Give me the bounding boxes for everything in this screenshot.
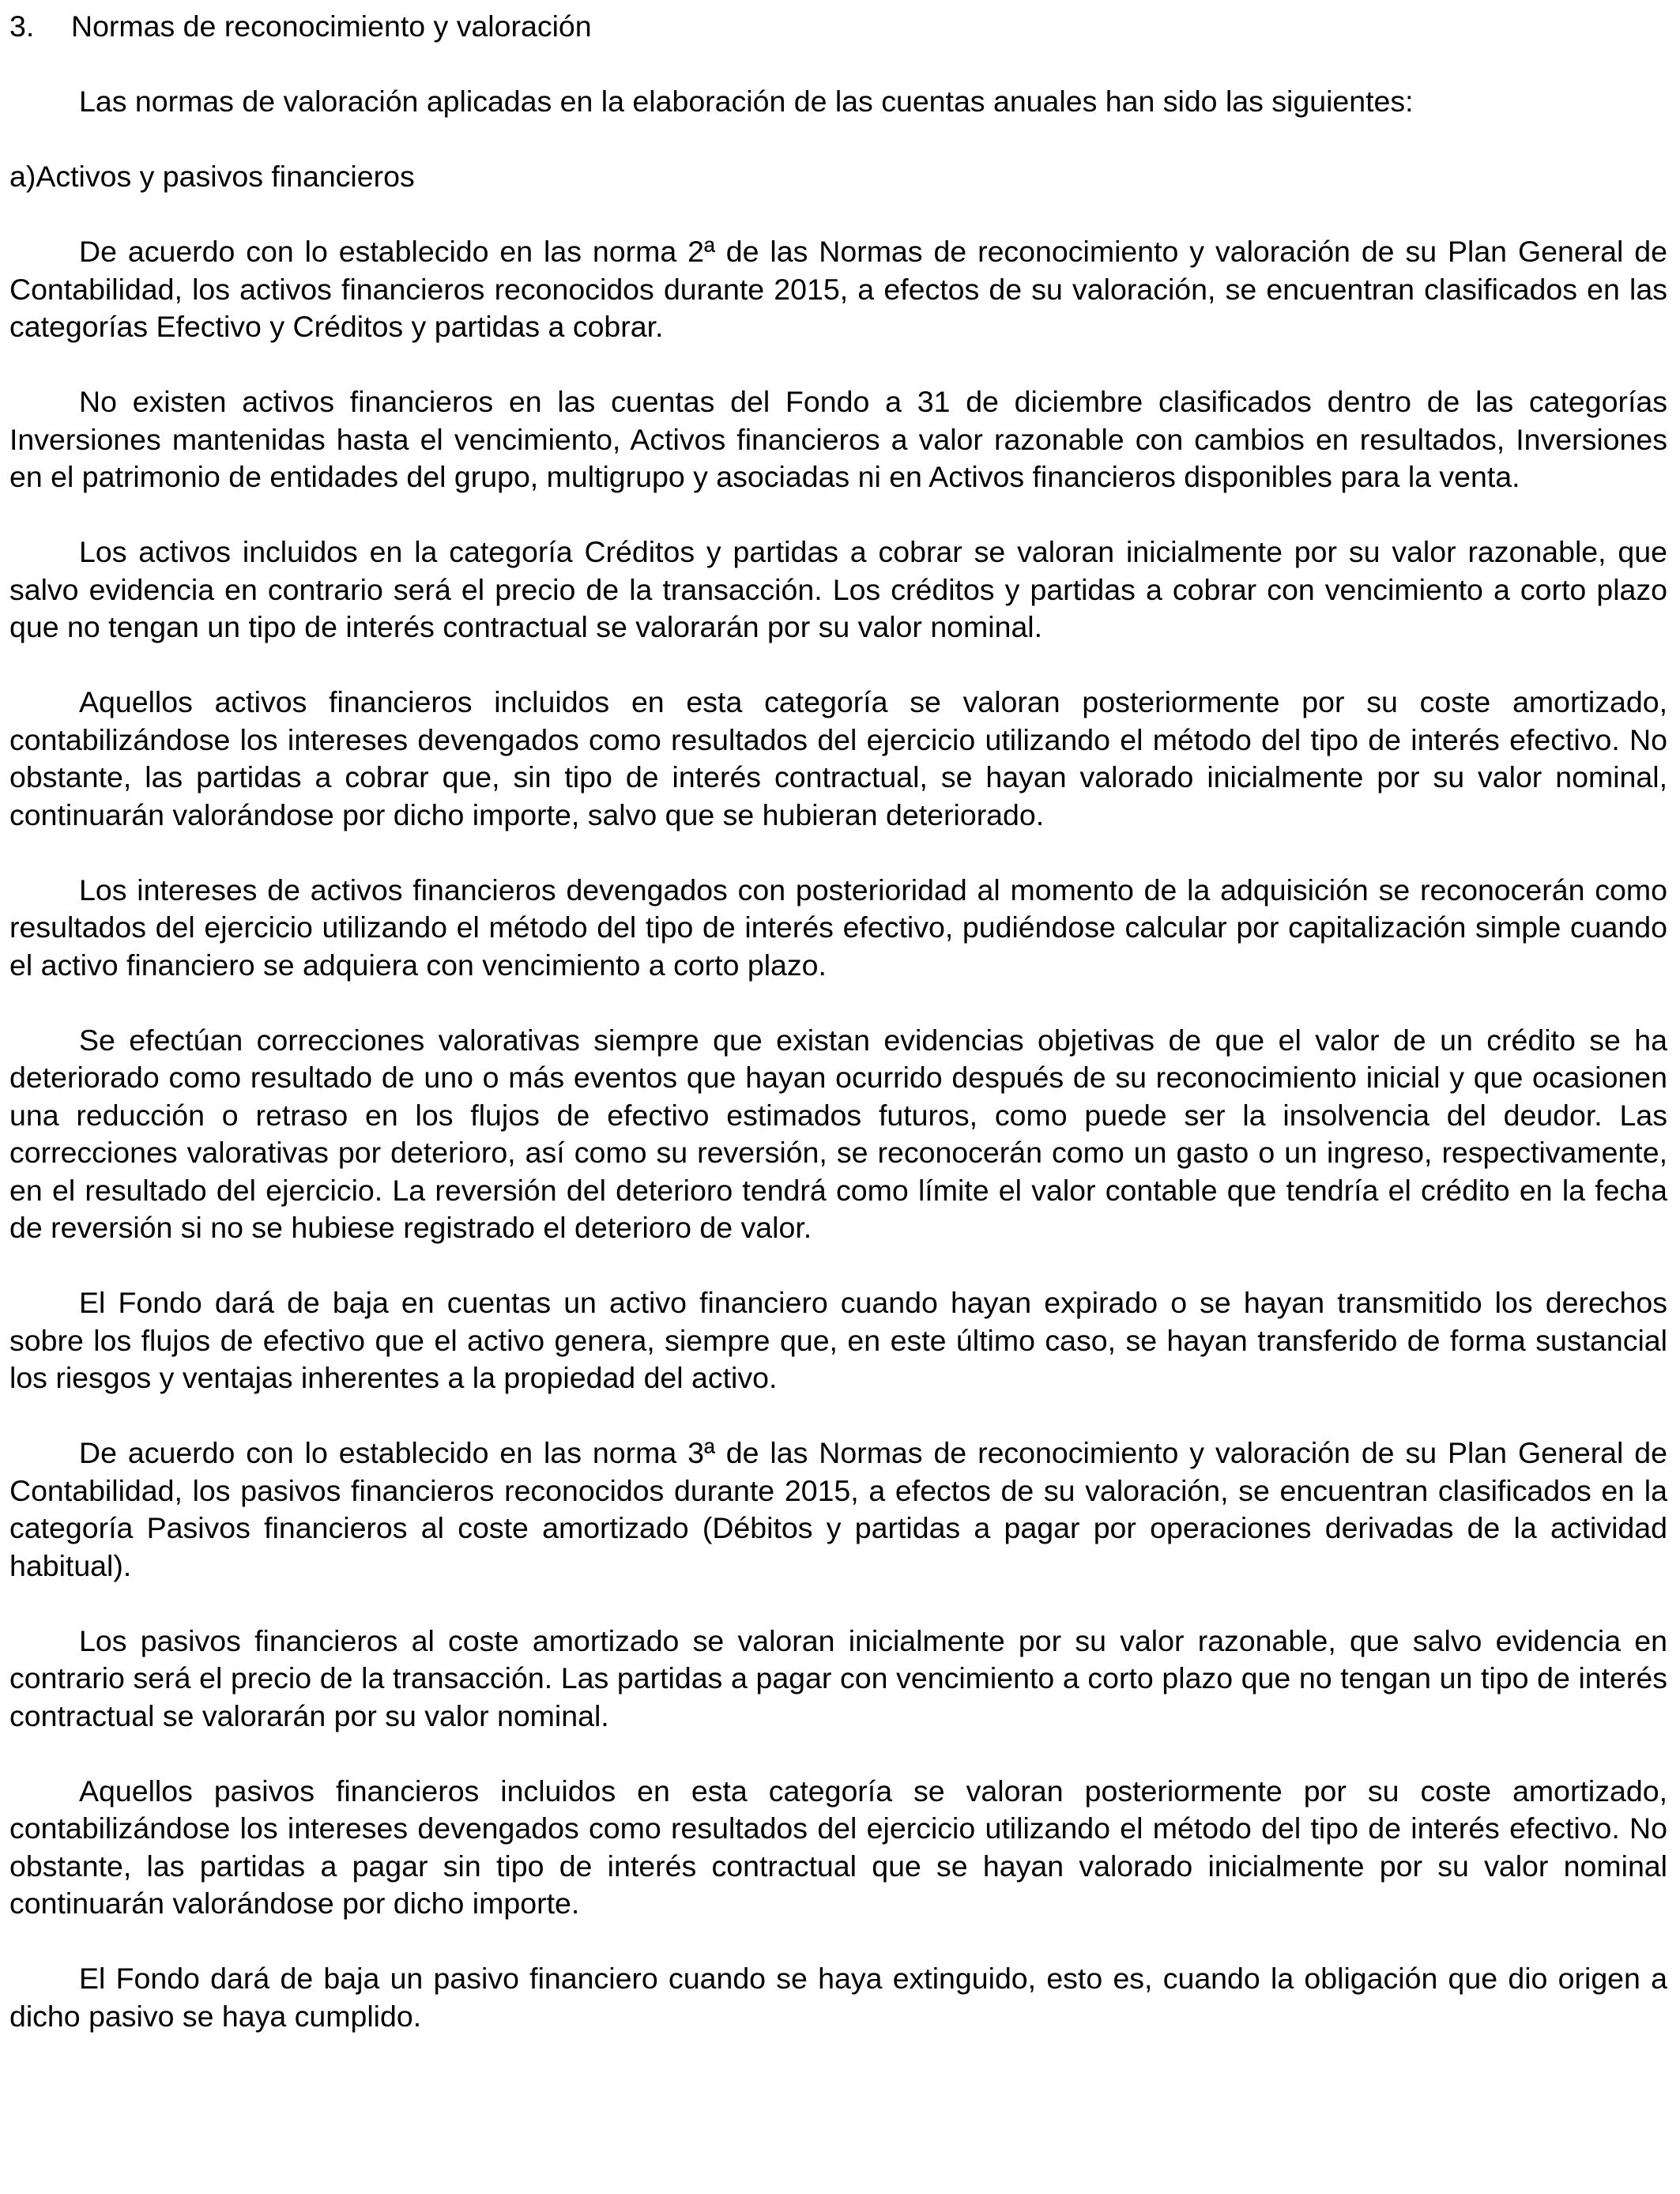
section-title: Normas de reconocimiento y valoración — [71, 9, 592, 43]
section-number: 3. — [9, 9, 35, 43]
paragraph: De acuerdo con lo establecido en las norma 2ª de las Normas de reconocimiento y valoración de su Plan General de Contabilidad, los activos financieros reconocidos durante 2015, a efectos de su valoración, se encuentran clasificados en las categorías Efectivo y Créditos y partidas a cobrar. — [9, 235, 1667, 343]
paragraph: Se efectúan correcciones valorativas siempre que existan evidencias objetivas de que el valor de un crédito se ha deteriorado como resultado de uno o más eventos que hayan ocurrido después de su reconocimiento inicial y que ocasionen una reducción o retraso en los flujos de efectivo estimados futuros, como puede ser la insolvencia del deudor. Las correcciones valorativas por deterioro, así como su reversión, se reconocerán como un gasto o un ingreso, respectivamente, en el resultado del ejercicio. La reversión del deterioro tendrá como límite el valor contable que tendría el crédito en la fecha de reversión si no se hubiese registrado el deterioro de valor. — [9, 1023, 1667, 1244]
paragraph: De acuerdo con lo establecido en las norma 3ª de las Normas de reconocimiento y valoración de su Plan General de Contabilidad, los pasivos financieros reconocidos durante 2015, a efectos de su valoración, se encuentran clasificados en la categoría Pasivos financieros al coste amortizado (Débitos y partidas a pagar por operaciones derivadas de la actividad habitual). — [9, 1436, 1667, 1582]
document-page — [9, 8, 1667, 2035]
subsection-letter: a) — [9, 160, 36, 193]
paragraph: Aquellos activos financieros incluidos en esta categoría se valoran posteriormente por su coste amortizado, contabilizándose los intereses devengados como resultados del ejercicio utilizando el método del tipo de interés efectivo. No obstante, las partidas a cobrar que, sin tipo de interés contractual, se hayan valorado inicialmente por su valor nominal, continuarán valorándose por dicho importe, salvo que se hubieran deteriorado. — [9, 685, 1667, 831]
paragraph: Los pasivos financieros al coste amortizado se valoran inicialmente por su valor razonable, que salvo evidencia en contrario será el precio de la transacción. Las partidas a pagar con vencimiento a corto plazo que no tengan un tipo de interés contractual se valorarán por su valor nominal. — [9, 1623, 1667, 1732]
paragraph: Aquellos pasivos financieros incluidos en esta categoría se valoran posteriormente por su coste amortizado, contabilizándose los intereses devengados como resultados del ejercicio utilizando el método del tipo de interés efectivo. No obstante, las partidas a pagar sin tipo de interés contractual que se hayan valorado inicialmente por su valor nominal continuarán valorándose por dicho importe. — [9, 1774, 1667, 1920]
paragraph: El Fondo dará de baja un pasivo financiero cuando se haya extinguido, esto es, cuando la obligación que dio origen a dicho pasivo se haya cumplido. — [9, 1962, 1667, 2033]
subsection-title: Activos y pasivos financieros — [36, 160, 415, 193]
paragraph: No existen activos financieros en las cuentas del Fondo a 31 de diciembre clasificados dentro de las categorías Inversiones mantenidas hasta el vencimiento, Activos financieros a valor razonable con cambios en resultados, Inversiones en el patrimonio de entidades del grupo, multigrupo y asociadas ni en Activos financieros disponibles para la venta. — [9, 385, 1667, 493]
paragraph: El Fondo dará de baja en cuentas un activo financiero cuando hayan expirado o se hayan transmitido los derechos sobre los flujos de efectivo que el activo genera, siempre que, en este último caso, se hayan transferido de forma sustancial los riesgos y ventajas inherentes a la propiedad del activo. — [9, 1286, 1667, 1394]
intro-text: Las normas de valoración aplicadas en la elaboración de las cuentas anuales han sido las siguientes: — [79, 85, 1414, 118]
section-heading — [9, 8, 1667, 46]
paragraph: Los intereses de activos financieros devengados con posterioridad al momento de la adquisición se reconocerán como resultados del ejercicio utilizando el método del tipo de interés efectivo, pudiéndose calcular por capitalización simple cuando el activo financiero se adquiera con vencimiento a corto plazo. — [9, 873, 1667, 982]
subsection-heading — [9, 158, 1667, 196]
paragraph: Los activos incluidos en la categoría Créditos y partidas a cobrar se valoran inicialmente por su valor razonable, que salvo evidencia en contrario será el precio de la transacción. Los créditos y partidas a cobrar con vencimiento a corto plazo que no tengan un tipo de interés contractual se valorarán por su valor nominal. — [9, 535, 1667, 643]
